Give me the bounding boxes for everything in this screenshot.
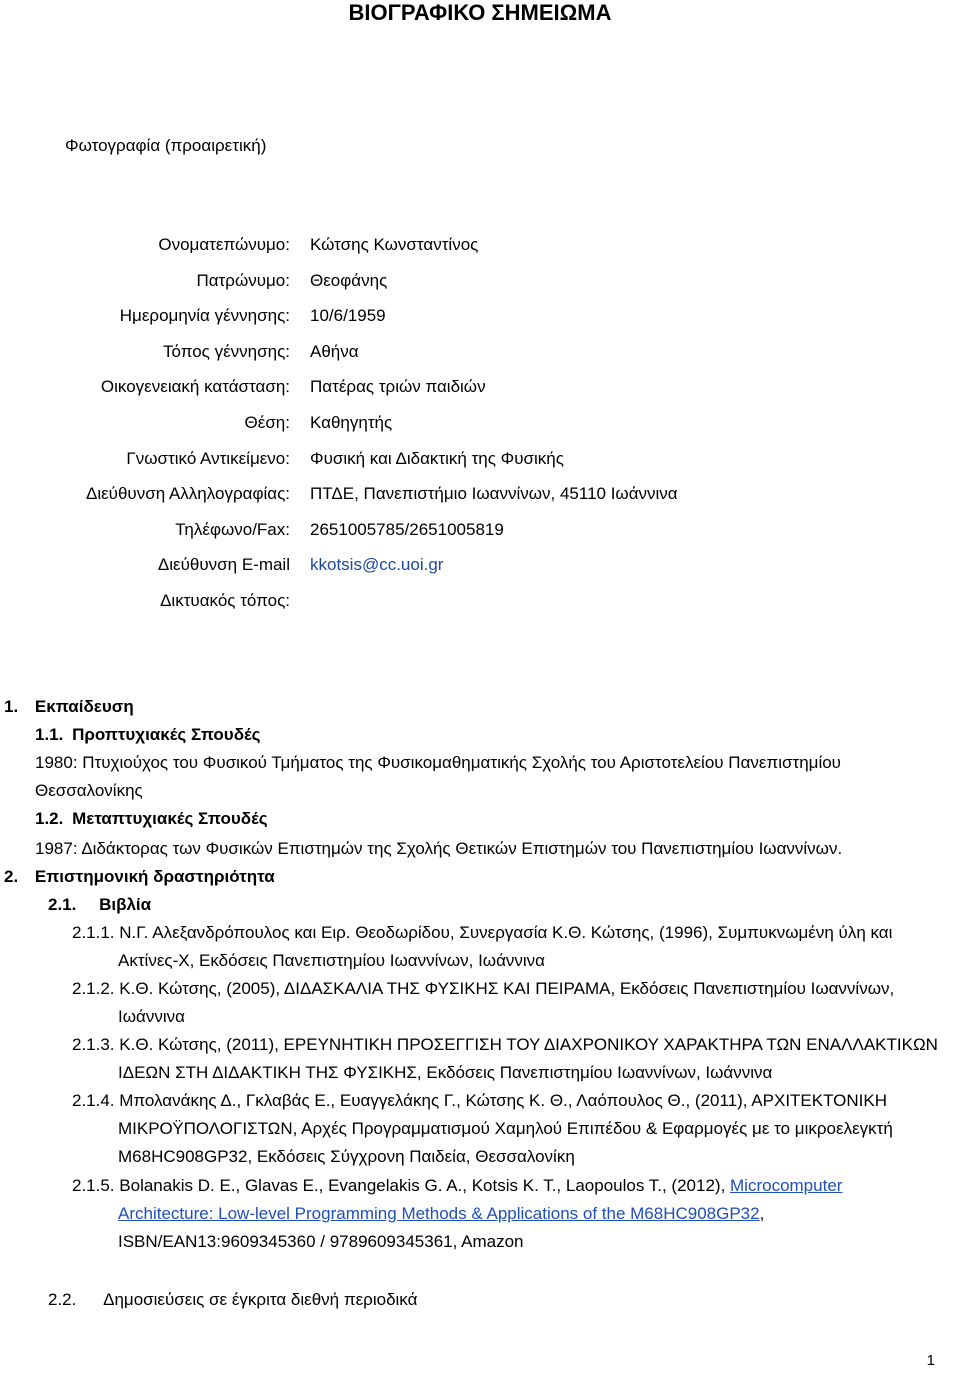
info-value: Κώτσης Κωνσταντίνος <box>310 235 479 254</box>
info-label: Τηλέφωνο/Fax: <box>175 519 290 539</box>
subsection-undergrad-heading <box>35 721 261 749</box>
item-authors: Bolanakis D. E., Glavas E., Evangelakis G. A., Kotsis K. T., Laopoulos T., (2012), <box>119 1176 731 1195</box>
page-number: 1 <box>926 1352 935 1369</box>
info-label: Οικογενειακή κατάσταση: <box>100 377 290 397</box>
text-line: ISBN/EAN13:9609345360 / 9789609345361, Amazon <box>118 1232 524 1251</box>
subsection-number: 1.1. <box>35 725 64 744</box>
section-title: Επιστημονική δραστηριότητα <box>34 867 275 886</box>
info-label: Δικτυακός τόπος: <box>160 590 290 610</box>
info-row-website <box>0 588 960 624</box>
book-title-link[interactable]: Microcomputer <box>730 1176 843 1195</box>
book-item-2 <box>72 975 952 1031</box>
info-row-name <box>0 232 960 268</box>
book-item-5 <box>72 1172 952 1256</box>
info-row-phone <box>0 517 960 553</box>
text-line: Ακτίνες-Χ, Εκδόσεις Πανεπιστημίου Ιωαννίνων, Ιωάννινα <box>118 951 546 970</box>
text-line: M68HC908GP32, Εκδόσεις Σύγχρονη Παιδεία, Θεσσαλονίκη <box>118 1147 575 1166</box>
info-value: Αθήνα <box>310 341 359 361</box>
text-line: Κ.Θ. Κώτσης, (2011), ΕΡΕΥΝΗΤΙΚΗ ΠΡΟΣΕΓΓΙΣΗ ΤΟΥ ΔΙΑΧΡΟΝΙΚΟΥ ΧΑΡΑΚΤΗΡΑ ΤΩΝ ΕΝΑΛΛΑΚΤΙΚΩΝ <box>119 1035 938 1054</box>
item-number: 2.1.2. <box>72 979 115 998</box>
info-value: 10/6/1959 <box>310 306 386 326</box>
info-value: Θεοφάνης <box>310 270 388 290</box>
text-line: Θεσσαλονίκης <box>35 781 143 800</box>
item-number: 2.1.3. <box>72 1035 115 1054</box>
info-value: ΠΤΔΕ, Πανεπιστήμιο Ιωαννίνων, 45110 Ιωάννινα <box>310 484 678 504</box>
text-line: Ιωάννινα <box>118 1007 185 1026</box>
info-row-address <box>0 481 960 517</box>
info-label: Τόπος γέννησης: <box>163 341 290 361</box>
info-value: Πατέρας τριών παιδιών <box>310 377 486 397</box>
book-item-3 <box>72 1031 952 1087</box>
subsection-number: 2.1. <box>48 895 77 914</box>
subsection-title: Δημοσιεύσεις σε έγκριτα διεθνή περιοδικά <box>103 1290 418 1309</box>
section-title: Εκπαίδευση <box>34 697 134 716</box>
book-item-4 <box>72 1087 952 1171</box>
document-title: ΒΙΟΓΡΑΦΙΚΟ ΣΗΜΕΙΩΜΑ <box>348 0 612 25</box>
text-line: Ν.Γ. Αλεξανδρόπουλος και Ειρ. Θεοδωρίδου, Συνεργασία Κ.Θ. Κώτσης, (1996), Συμπυκνωμένη ύλη και <box>119 923 893 942</box>
undergrad-text <box>35 749 945 805</box>
info-label: Διεύθυνση E-mail <box>157 555 290 575</box>
subsection-postgrad-heading <box>35 805 268 833</box>
subsection-title: Βιβλία <box>99 895 152 914</box>
text-line: Κ.Θ. Κώτσης, (2005), ΔΙΔΑΣΚΑΛΙΑ ΤΗΣ ΦΥΣΙΚΗΣ ΚΑΙ ΠΕΙΡΑΜΑ, Εκδόσεις Πανεπιστημίου Ιωαννίνων, <box>119 979 895 998</box>
email-link[interactable]: kkotsis@cc.uoi.gr <box>310 555 444 575</box>
subsection-number: 2.2. <box>48 1290 77 1309</box>
info-value: 2651005785/2651005819 <box>310 519 504 539</box>
info-value: Φυσική και Διδακτική της Φυσικής <box>310 448 564 468</box>
info-label: Θέση: <box>244 412 290 432</box>
info-row-father <box>0 268 960 304</box>
info-row-family <box>0 374 960 410</box>
item-number: 2.1.5. <box>72 1176 115 1195</box>
text-line: ΙΔΕΩΝ ΣΤΗ ΔΙΔΑΚΤΙΚΗ ΤΗΣ ΦΥΣΙΚΗΣ, Εκδόσεις Πανεπιστημίου Ιωαννίνων, Ιωάννινα <box>118 1063 773 1082</box>
item-number: 2.1.4. <box>72 1091 115 1110</box>
info-row-birthplace <box>0 339 960 375</box>
section-number: 1. <box>4 697 19 716</box>
personal-info-table <box>0 232 960 624</box>
book-item-1 <box>72 919 952 975</box>
subsection-journals-heading <box>48 1286 417 1314</box>
info-label: Πατρώνυμο: <box>196 270 290 290</box>
info-label: Διεύθυνση Αλληλογραφίας: <box>85 484 290 504</box>
postgrad-text: 1987: Διδάκτορας των Φυσικών Επιστημών της Σχολής Θετικών Επιστημών του Πανεπιστημίου Ιωαννίνων. <box>35 839 843 858</box>
item-number: 2.1.1. <box>72 923 115 942</box>
info-row-birthdate <box>0 303 960 339</box>
book-title-link[interactable]: Architecture: Low-level Programming Methods & Applications of the M68HC908GP32 <box>118 1204 760 1223</box>
subsection-books-heading <box>48 891 151 919</box>
info-row-subject <box>0 446 960 482</box>
section-number: 2. <box>4 867 19 886</box>
info-label: Ημερομηνία γέννησης: <box>119 306 290 326</box>
text-line: ΜΙΚΡΟΫΠΟΛΟΓΙΣΤΩΝ, Αρχές Προγραμματισμού Χαμηλού Επιπέδου & Εφαρμογές με το μικροελεγκτή <box>118 1119 893 1138</box>
subsection-number: 1.2. <box>35 809 64 828</box>
info-label: Γνωστικό Αντικείμενο: <box>126 448 290 468</box>
info-row-email <box>0 552 960 588</box>
info-value: Καθηγητής <box>310 412 393 432</box>
subsection-title: Μεταπτυχιακές Σπουδές <box>72 809 268 828</box>
section-research-heading <box>4 863 275 891</box>
info-row-position <box>0 410 960 446</box>
text-line: 1980: Πτυχιούχος του Φυσικού Τμήματος της Φυσικομαθηματικής Σχολής του Αριστοτελείου Πανεπιστημίου <box>35 753 841 772</box>
info-label: Ονοματεπώνυμο: <box>158 235 290 254</box>
text-fragment: , <box>759 1204 765 1223</box>
section-education-heading <box>4 693 134 721</box>
photo-label: Φωτογραφία (προαιρετική) <box>65 136 267 155</box>
subsection-title: Προπτυχιακές Σπουδές <box>72 725 261 744</box>
text-line: Μπολανάκης Δ., Γκλαβάς Ε., Ευαγγελάκης Γ., Κώτσης Κ. Θ., Λαόπουλος Θ., (2011), ΑΡΧΙΤΕΚΤΟΝΙΚΗ <box>119 1091 888 1110</box>
